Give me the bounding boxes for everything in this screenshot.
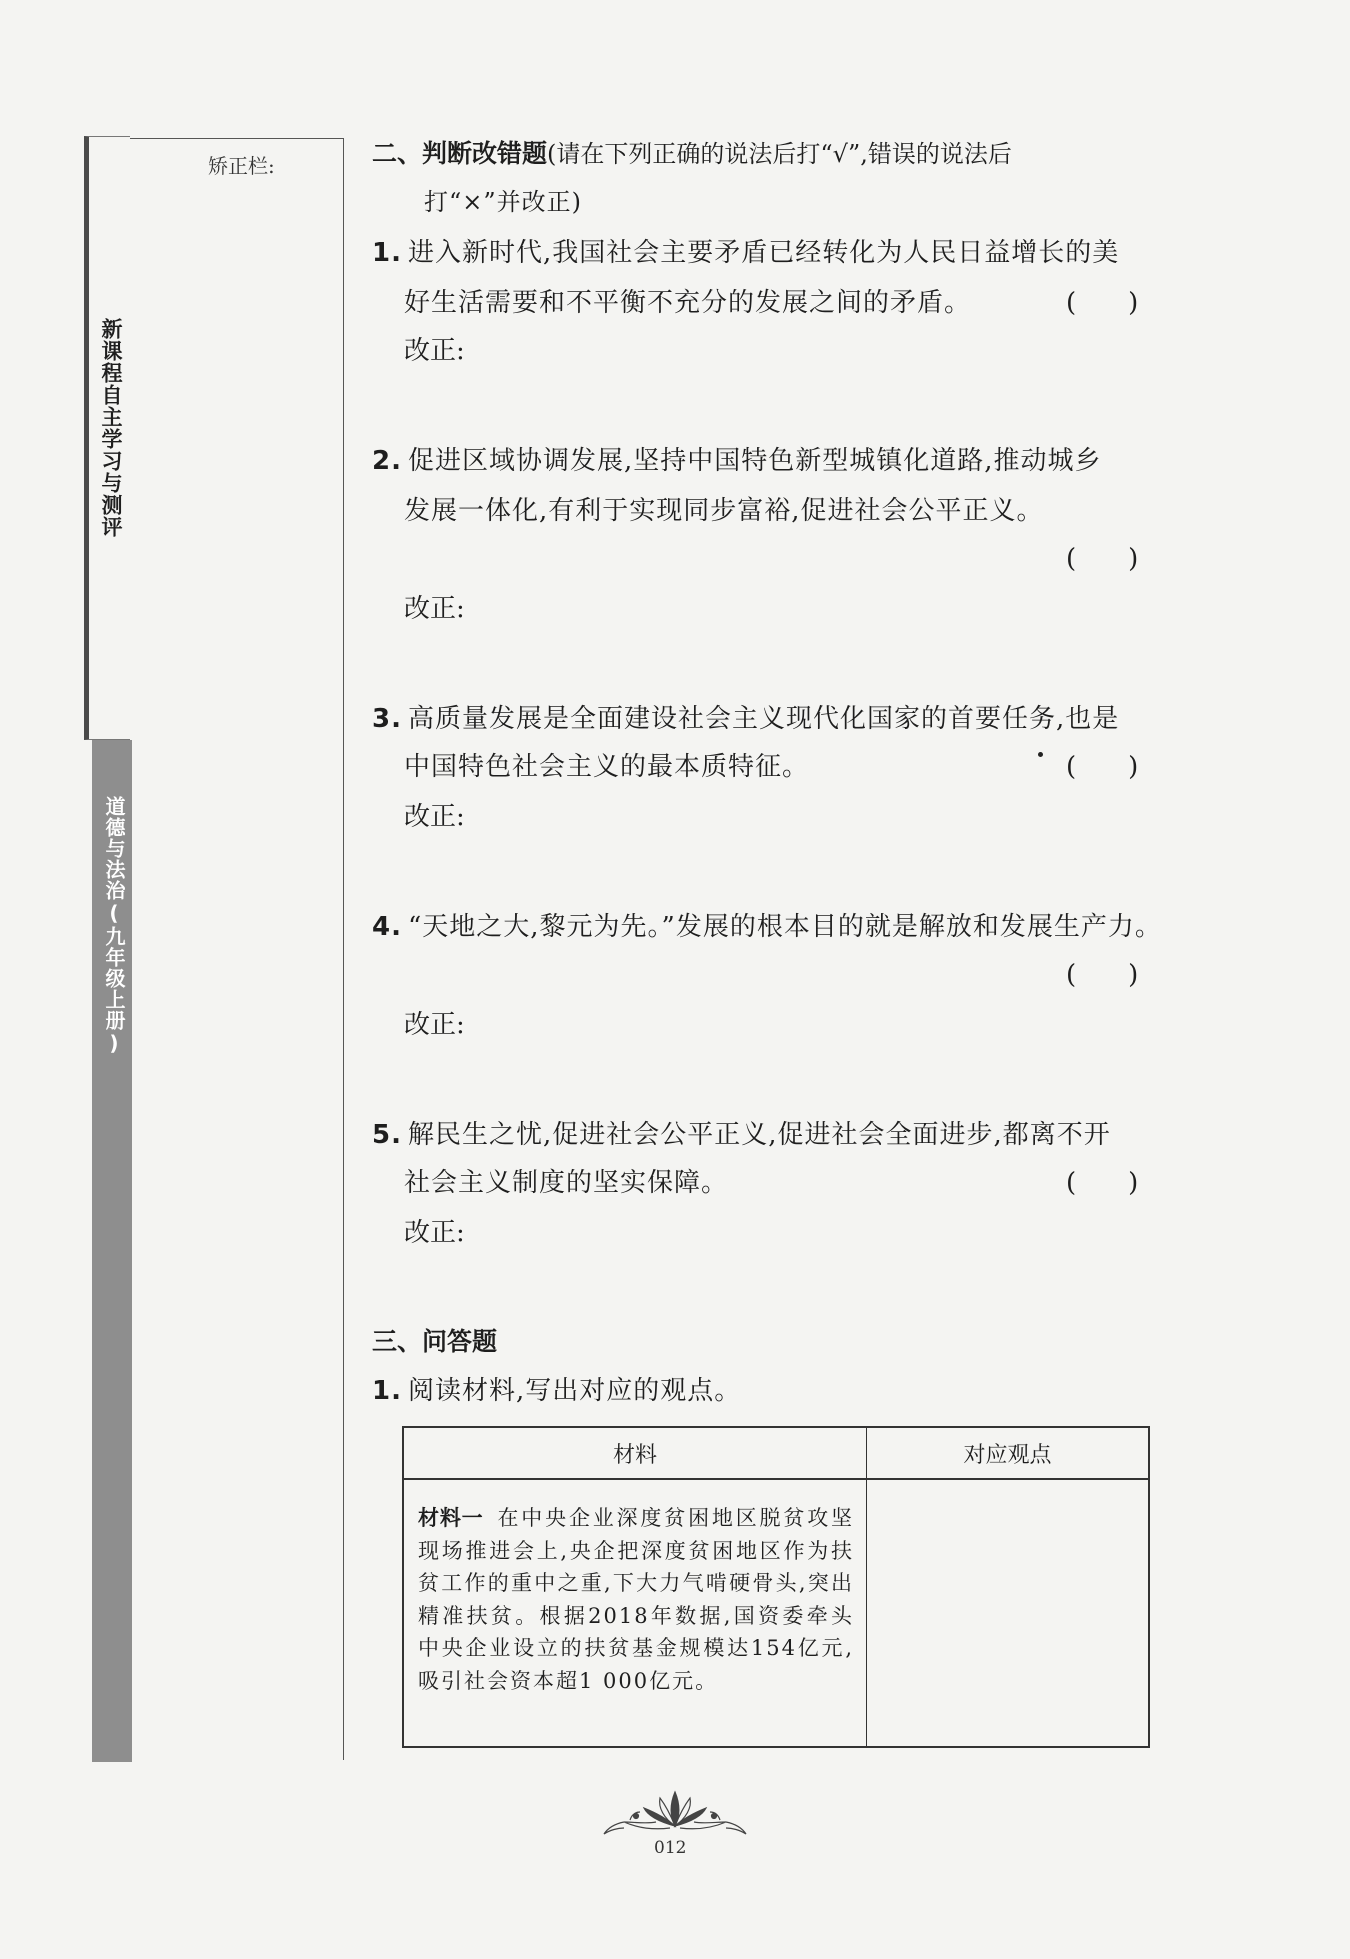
item1-line2: 好生活需要和不平衡不充分的发展之间的矛盾。 [404, 288, 972, 318]
item2-text1: 促进区域协调发展,坚持中国特色新型城镇化道路,推动城乡 [407, 446, 1102, 476]
ink-dot [1038, 752, 1043, 757]
series-title: 新课程自主学习与测评 [99, 318, 123, 538]
material-table [402, 1426, 1150, 1748]
item4-line1 [372, 906, 1162, 943]
item3-line1 [372, 698, 1119, 735]
viewpoint-answer-cell[interactable] [867, 1479, 1150, 1747]
floral-ornament-icon [600, 1782, 750, 1842]
q1-text: 阅读材料,写出对应的观点。 [407, 1376, 742, 1406]
item1-line1 [372, 232, 1119, 269]
item5-line1 [372, 1114, 1111, 1151]
page-number: 012 [654, 1838, 687, 1858]
item5-answer-paren[interactable]: ( ) [1066, 1168, 1139, 1198]
item5-correction-label: 改正: [404, 1218, 465, 1248]
item2-line2: 发展一体化,有利于实现同步富裕,促进社会公平正义。 [404, 496, 1044, 526]
item2-answer-paren[interactable]: ( ) [1066, 544, 1139, 574]
material-text: 在中央企业深度贫困地区脱贫攻坚现场推进会上,央企把深度贫困地区作为扶贫工作的重中之重,下大力气啃硬骨头,突出精准扶贫。根据2018年数据,国资委牵头中央企业设立的扶贫基金规模达154亿元,吸引社会资本超1 000亿元。 [418, 1506, 855, 1693]
item4-answer-paren[interactable]: ( ) [1066, 960, 1139, 990]
item4-number: 4. [372, 912, 402, 942]
item5-number: 5. [372, 1120, 402, 1150]
item3-answer-paren[interactable]: ( ) [1066, 752, 1139, 782]
item2-line1 [372, 440, 1102, 477]
item5-text1: 解民生之忧,促进社会公平正义,促进社会全面进步,都离不开 [407, 1120, 1111, 1150]
correction-label: 矫正栏: [208, 154, 275, 178]
item4-correction-label: 改正: [404, 1010, 465, 1040]
item3-text1: 高质量发展是全面建设社会主义现代化国家的首要任务,也是 [407, 704, 1120, 734]
item1-correction-label: 改正: [404, 336, 465, 366]
material-cell [403, 1479, 867, 1747]
section2-note-line2: 打“×”并改正) [424, 188, 583, 216]
section2-note-line1: (请在下列正确的说法后打“√”,错误的说法后 [547, 140, 1012, 168]
q1-number: 1. [372, 1376, 402, 1406]
item2-number: 2. [372, 446, 402, 476]
table-header-row [403, 1427, 1149, 1479]
item1-text1: 进入新时代,我国社会主要矛盾已经转化为人民日益增长的美 [407, 238, 1120, 268]
section2-title: 二、判断改错题 [372, 139, 548, 168]
header-viewpoint: 对应观点 [867, 1427, 1150, 1479]
section2-heading [372, 134, 1012, 170]
subject-title: 道德与法治(九年级上册) [102, 796, 126, 1056]
item2-correction-label: 改正: [404, 594, 465, 624]
header-material: 材料 [403, 1427, 867, 1479]
correction-column [130, 138, 344, 1760]
item1-number: 1. [372, 238, 402, 268]
table-row [403, 1479, 1149, 1747]
section3-q1 [372, 1370, 741, 1407]
item5-line2: 社会主义制度的坚实保障。 [404, 1168, 729, 1198]
item1-answer-paren[interactable]: ( ) [1066, 288, 1139, 318]
item4-text1: “天地之大,黎元为先。”发展的根本目的就是解放和发展生产力。 [407, 912, 1162, 942]
section3-title: 三、问答题 [372, 1327, 498, 1356]
item3-correction-label: 改正: [404, 802, 465, 832]
item3-number: 3. [372, 704, 402, 734]
material-label: 材料一 [418, 1505, 484, 1530]
item3-line2: 中国特色社会主义的最本质特征。 [404, 752, 810, 782]
